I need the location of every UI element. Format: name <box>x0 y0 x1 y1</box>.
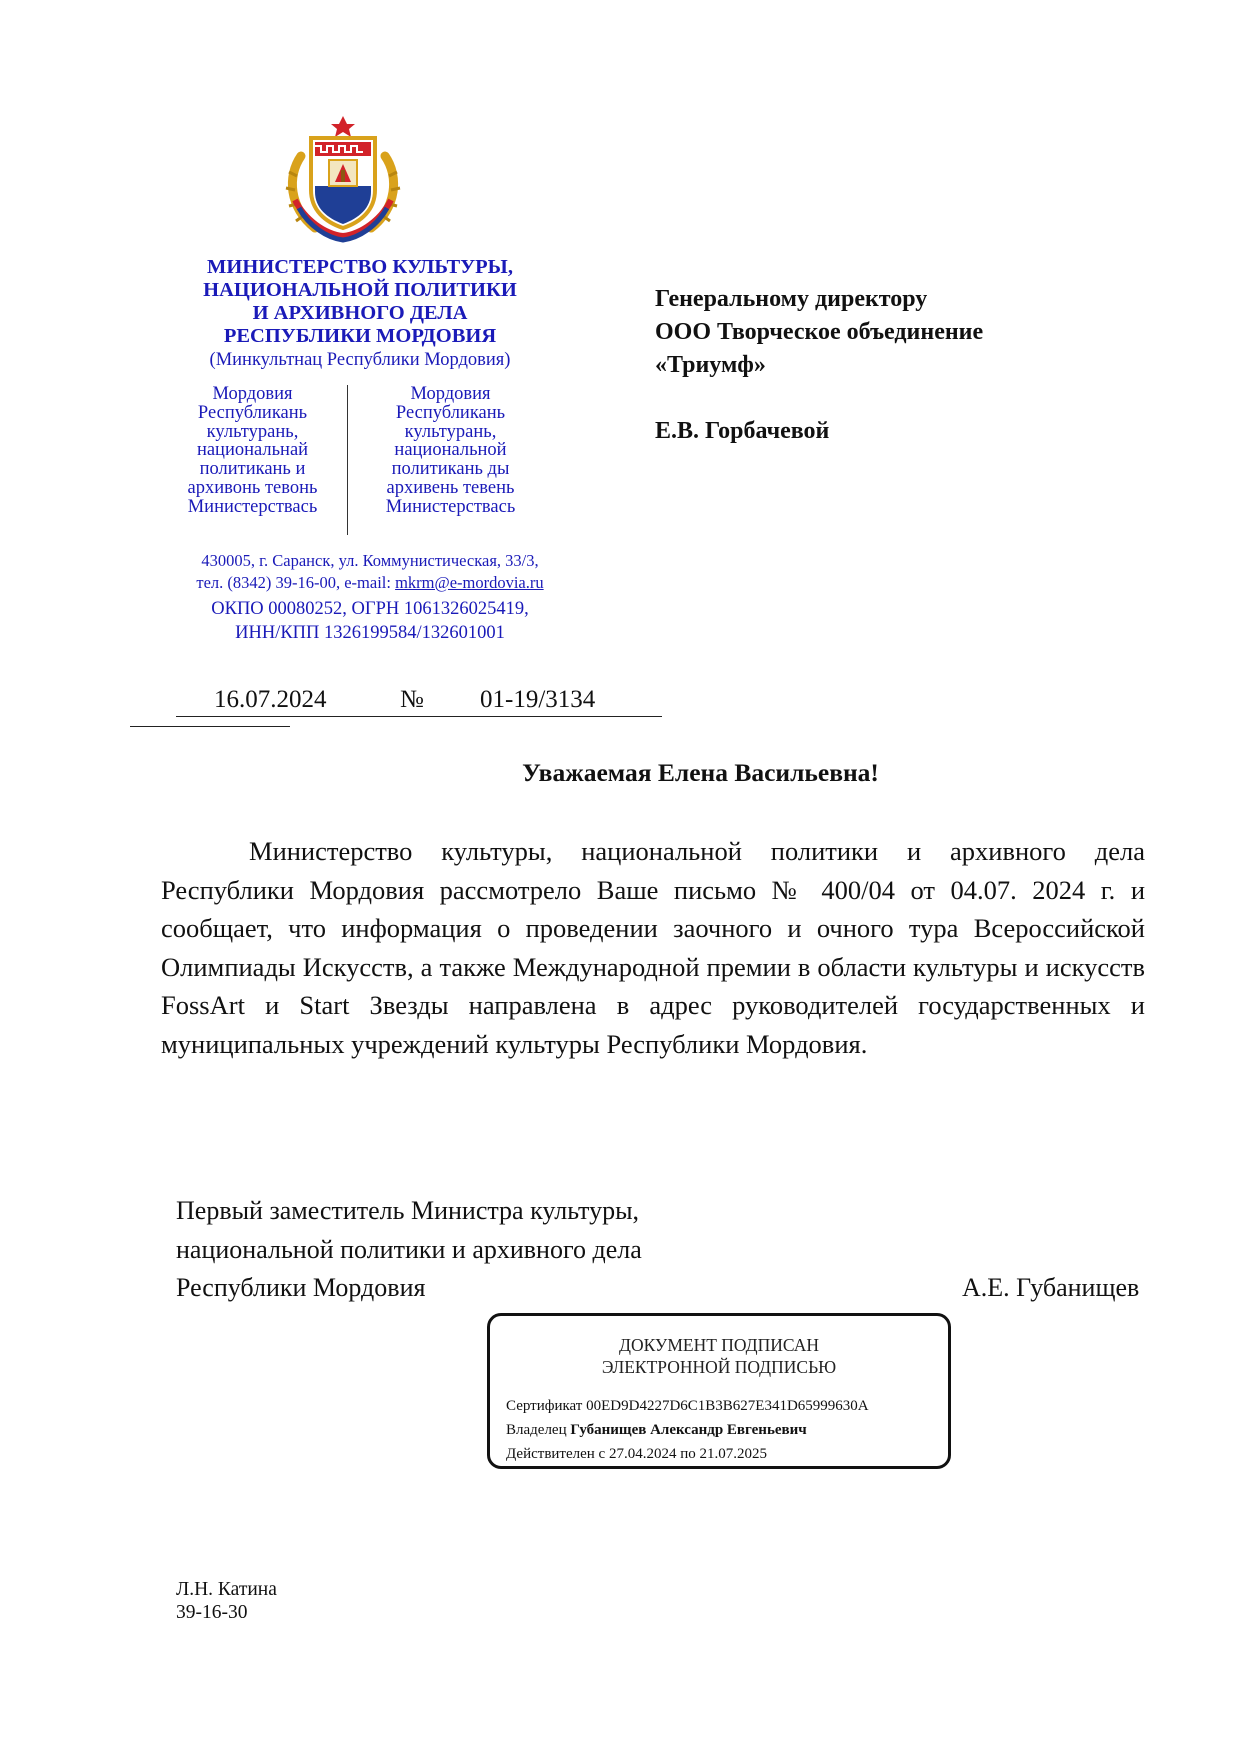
ministry-name-line: МИНИСТЕРСТВО КУЛЬТУРЫ, <box>207 256 513 278</box>
recipient-name: Е.В. Горбачевой <box>655 418 830 444</box>
letter-body: Министерство культуры, национальной политики и архивного дела Республики Мордовия рассмотрело Ваше письмо № 400/04 от 04.07. 2024 г. и сообщает, что информация о проведении заочного и очного тура Всероссийской Олимпиады Искусств, а также Международной премии в области культуры и искусств FossArt и Start Звезды направлена в адрес руководителей государственных и муниципальных учреждений культуры Республики Мордовия. <box>161 836 1145 1059</box>
phone-text: тел. (8342) 39-16-00, e-mail: <box>196 573 396 592</box>
email-link[interactable]: mkrm@e-mordovia.ru <box>395 573 544 592</box>
position-line: Первый заместитель Министра культуры, <box>176 1196 640 1225</box>
ministry-name-erzya <box>358 385 543 517</box>
ministry-name-moksha <box>160 385 345 517</box>
erzya-line: национальной <box>394 440 507 461</box>
stamp-owner <box>506 1422 807 1439</box>
e-signature-stamp <box>487 1313 951 1469</box>
valid-to: 21.07.2025 <box>699 1446 767 1462</box>
executor-info <box>176 1578 277 1624</box>
erzya-line: культурань, <box>404 421 497 442</box>
registration-date: 16.07.2024 <box>214 686 327 713</box>
recipient-line: Генеральному директору <box>655 286 928 312</box>
salutation <box>0 758 1241 788</box>
signatory-position <box>176 1192 816 1308</box>
erzya-line: Мордовия <box>410 384 491 404</box>
moksha-line: Министерствась <box>187 496 318 517</box>
moksha-line: политикань и <box>199 459 306 480</box>
ministry-address: 430005, г. Саранск, ул. Коммунистическая, 33/3, <box>201 551 539 570</box>
stamp-title-line: ЭЛЕКТРОННОЙ ПОДПИСЬЮ <box>601 1357 837 1377</box>
number-sign: № <box>400 686 424 713</box>
ministry-name-line: И АРХИВНОГО ДЕЛА <box>252 302 468 324</box>
recipient-line: ООО Творческое объединение <box>655 319 984 345</box>
ministry-name-line: НАЦИОНАЛЬНОЙ ПОЛИТИКИ <box>203 279 517 301</box>
owner-label: Владелец <box>506 1422 567 1438</box>
position-line: национальной политики и архивного дела <box>176 1234 642 1264</box>
valid-from: 27.04.2024 <box>608 1446 677 1462</box>
certificate-value: 00ED9D4227D6C1B3B627E341D65999630A <box>586 1398 869 1414</box>
position-line: Республики Мордовия <box>176 1273 426 1302</box>
moksha-line: национальнай <box>196 440 309 461</box>
registration-number: 01-19/3134 <box>480 686 596 713</box>
recipient-block <box>655 283 1175 448</box>
ministry-codes <box>130 597 610 645</box>
ministry-name-mordovian <box>160 385 560 535</box>
valid-to-label: по <box>680 1446 696 1462</box>
recipient-line: «Триумф» <box>655 352 766 378</box>
stamp-validity <box>506 1446 767 1463</box>
okpo-ogrn: ОКПО 00080252, ОГРН 1061326025419, <box>211 599 529 619</box>
ministry-short-name: (Минкультнац Республики Мордовия) <box>209 350 511 370</box>
owner-value: Губанищев Александр Евгеньевич <box>570 1422 807 1438</box>
erzya-line: Министерствась <box>385 496 516 517</box>
ministry-letterhead <box>140 256 580 371</box>
ministry-name-line: РЕСПУБЛИКИ МОРДОВИЯ <box>223 325 497 347</box>
salutation-text: Уважаемая Елена Васильевна! <box>522 758 879 787</box>
executor-phone: 39-16-30 <box>176 1602 248 1623</box>
moksha-line: архивонь тевонь <box>187 477 318 498</box>
stamp-title-line: ДОКУМЕНТ ПОДПИСАН <box>619 1335 819 1355</box>
moksha-line: Мордовия <box>212 384 293 404</box>
ministry-phone-email <box>130 572 610 594</box>
valid-from-label: Действителен с <box>506 1446 606 1462</box>
inn-kpp: ИНН/КПП 1326199584/132601001 <box>235 623 505 643</box>
moksha-line: Республикань <box>197 402 308 423</box>
certificate-label: Сертификат <box>506 1398 583 1414</box>
erzya-line: архивень тевень <box>386 477 515 498</box>
ministry-contacts <box>130 550 610 594</box>
moksha-line: культурань, <box>206 421 299 442</box>
executor-name: Л.Н. Катина <box>176 1579 277 1600</box>
coat-of-arms-emblem <box>281 116 405 244</box>
stamp-title <box>490 1334 948 1378</box>
registration-line <box>176 684 662 717</box>
signatory-name: А.Е. Губанищев <box>962 1273 1140 1302</box>
column-divider <box>347 385 348 535</box>
stamp-certificate <box>506 1398 869 1415</box>
erzya-line: политикань ды <box>391 459 510 480</box>
reference-line <box>130 718 290 727</box>
erzya-line: Республикань <box>395 402 506 423</box>
